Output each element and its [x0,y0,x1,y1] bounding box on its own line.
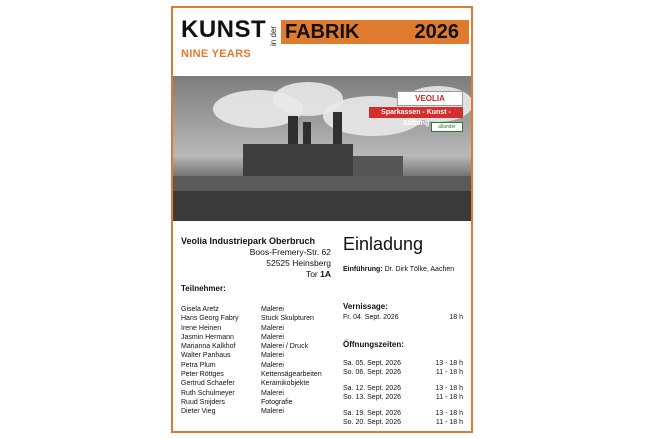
opening-date: So. 20. Sept. 2026 [343,418,401,426]
participant-row [181,342,331,351]
participant-row [181,389,331,398]
participant-name: Peter Röttges [181,371,224,379]
participant-name: Petra Plum [181,361,216,369]
participant-row [181,305,331,314]
venue-gate [181,269,331,280]
participant-medium: Malerei [261,352,284,360]
opening-time: 11 - 18 h [435,393,463,401]
participant-row [181,361,331,370]
participant-medium: Malerei [261,408,284,416]
vernissage-heading: Vernissage: [343,302,388,311]
header-fabrik: FABRIK [285,21,360,43]
header-year: 2026 [414,21,459,43]
vernissage-time: 18 h [449,314,463,321]
vernissage-row [343,314,463,321]
participant-row [181,370,331,379]
participants-heading: Teilnehmer: [181,284,226,293]
opening-hours-row [343,360,463,369]
participant-row [181,333,331,342]
participant-name: Walter Panhaus [181,352,231,360]
participant-medium: Malerei [261,324,284,332]
opening-hours-list [343,360,463,427]
participant-row [181,351,331,360]
participant-medium: Malerei [261,389,284,397]
participant-name: Jasmin Hermann [181,333,234,341]
vernissage-date: Fr. 04. Sept. 2026 [343,314,399,321]
venue-gate-value: 1A [320,269,331,279]
opening-date: Sa. 19. Sept. 2026 [343,410,401,417]
opening-time: 13 - 18 h [435,360,463,367]
opening-hours-row [343,369,463,378]
opening-date: So. 13. Sept. 2026 [343,393,401,401]
participant-medium: Malerei [261,333,284,341]
opening-time: 11 - 18 h [435,418,463,426]
introduction-label: Einführung: [343,266,383,273]
participant-medium: Malerei [261,361,284,369]
opening-hours-spacer [343,402,463,410]
venue-street: Boos-Fremery-Str. 62 [249,247,331,257]
participant-row [181,314,331,323]
header-kunst: KUNST [181,16,267,43]
invitation-title: Einladung [343,234,424,254]
participant-name: Marianna Kalkhof [181,343,236,351]
introduction-speaker: Dr. Dirk Tölke, Aachen [384,266,455,273]
opening-date: Sa. 12. Sept. 2026 [343,385,401,392]
participant-name: Gertrud Schaefer [181,380,235,388]
invitation-poster [171,6,473,433]
opening-hours-row [343,394,463,403]
participant-medium: Stuck Skulpturen [261,315,314,323]
header-in-der: in der [269,25,278,46]
participant-medium: Fotografie [261,398,293,406]
sponsor-small-logo: allander [431,122,463,132]
participant-name: Dieter Vieg [181,408,216,416]
participant-row [181,324,331,333]
participant-row [181,379,331,388]
participant-row [181,407,331,416]
introduction-line [343,266,454,273]
veolia-logo: VEOLIA [397,91,463,106]
participants-list [181,305,331,417]
sparkasse-logo: Sparkassen - Kunst - Stiftung [369,107,463,118]
participant-row [181,398,331,407]
opening-hours-spacer [343,377,463,385]
participant-name: Ruth Schulmeyer [181,389,235,397]
opening-time: 13 - 18 h [435,410,463,417]
opening-hours-row [343,385,463,394]
opening-date: Sa. 05. Sept. 2026 [343,360,401,367]
participant-medium: Malerei / Druck [261,343,309,351]
participant-name: Irene Heinen [181,324,222,332]
opening-time: 11 - 18 h [435,368,463,376]
header-subtitle: NINE YEARS [181,48,252,60]
opening-hours-row [343,410,463,419]
venue-name: Veolia Industriepark Oberbruch [181,236,316,246]
participant-medium: Kettensägearbeiten [261,371,322,379]
venue-gate-label: Tor [305,269,318,279]
opening-hours-heading: Öffnungszeiten: [343,340,404,349]
opening-time: 13 - 18 h [435,385,463,392]
participant-medium: Keramikobjekte [261,380,310,388]
participant-name: Gisela Aretz [181,306,219,313]
venue-address [181,236,331,280]
opening-date: So. 06. Sept. 2026 [343,368,401,376]
participant-name: Hans Georg Fabry [181,315,239,323]
participant-name: Ruud Snijders [181,398,225,406]
opening-hours-row [343,419,463,428]
venue-city: 52525 Heinsberg [266,258,331,268]
participant-medium: Malerei [261,306,284,313]
